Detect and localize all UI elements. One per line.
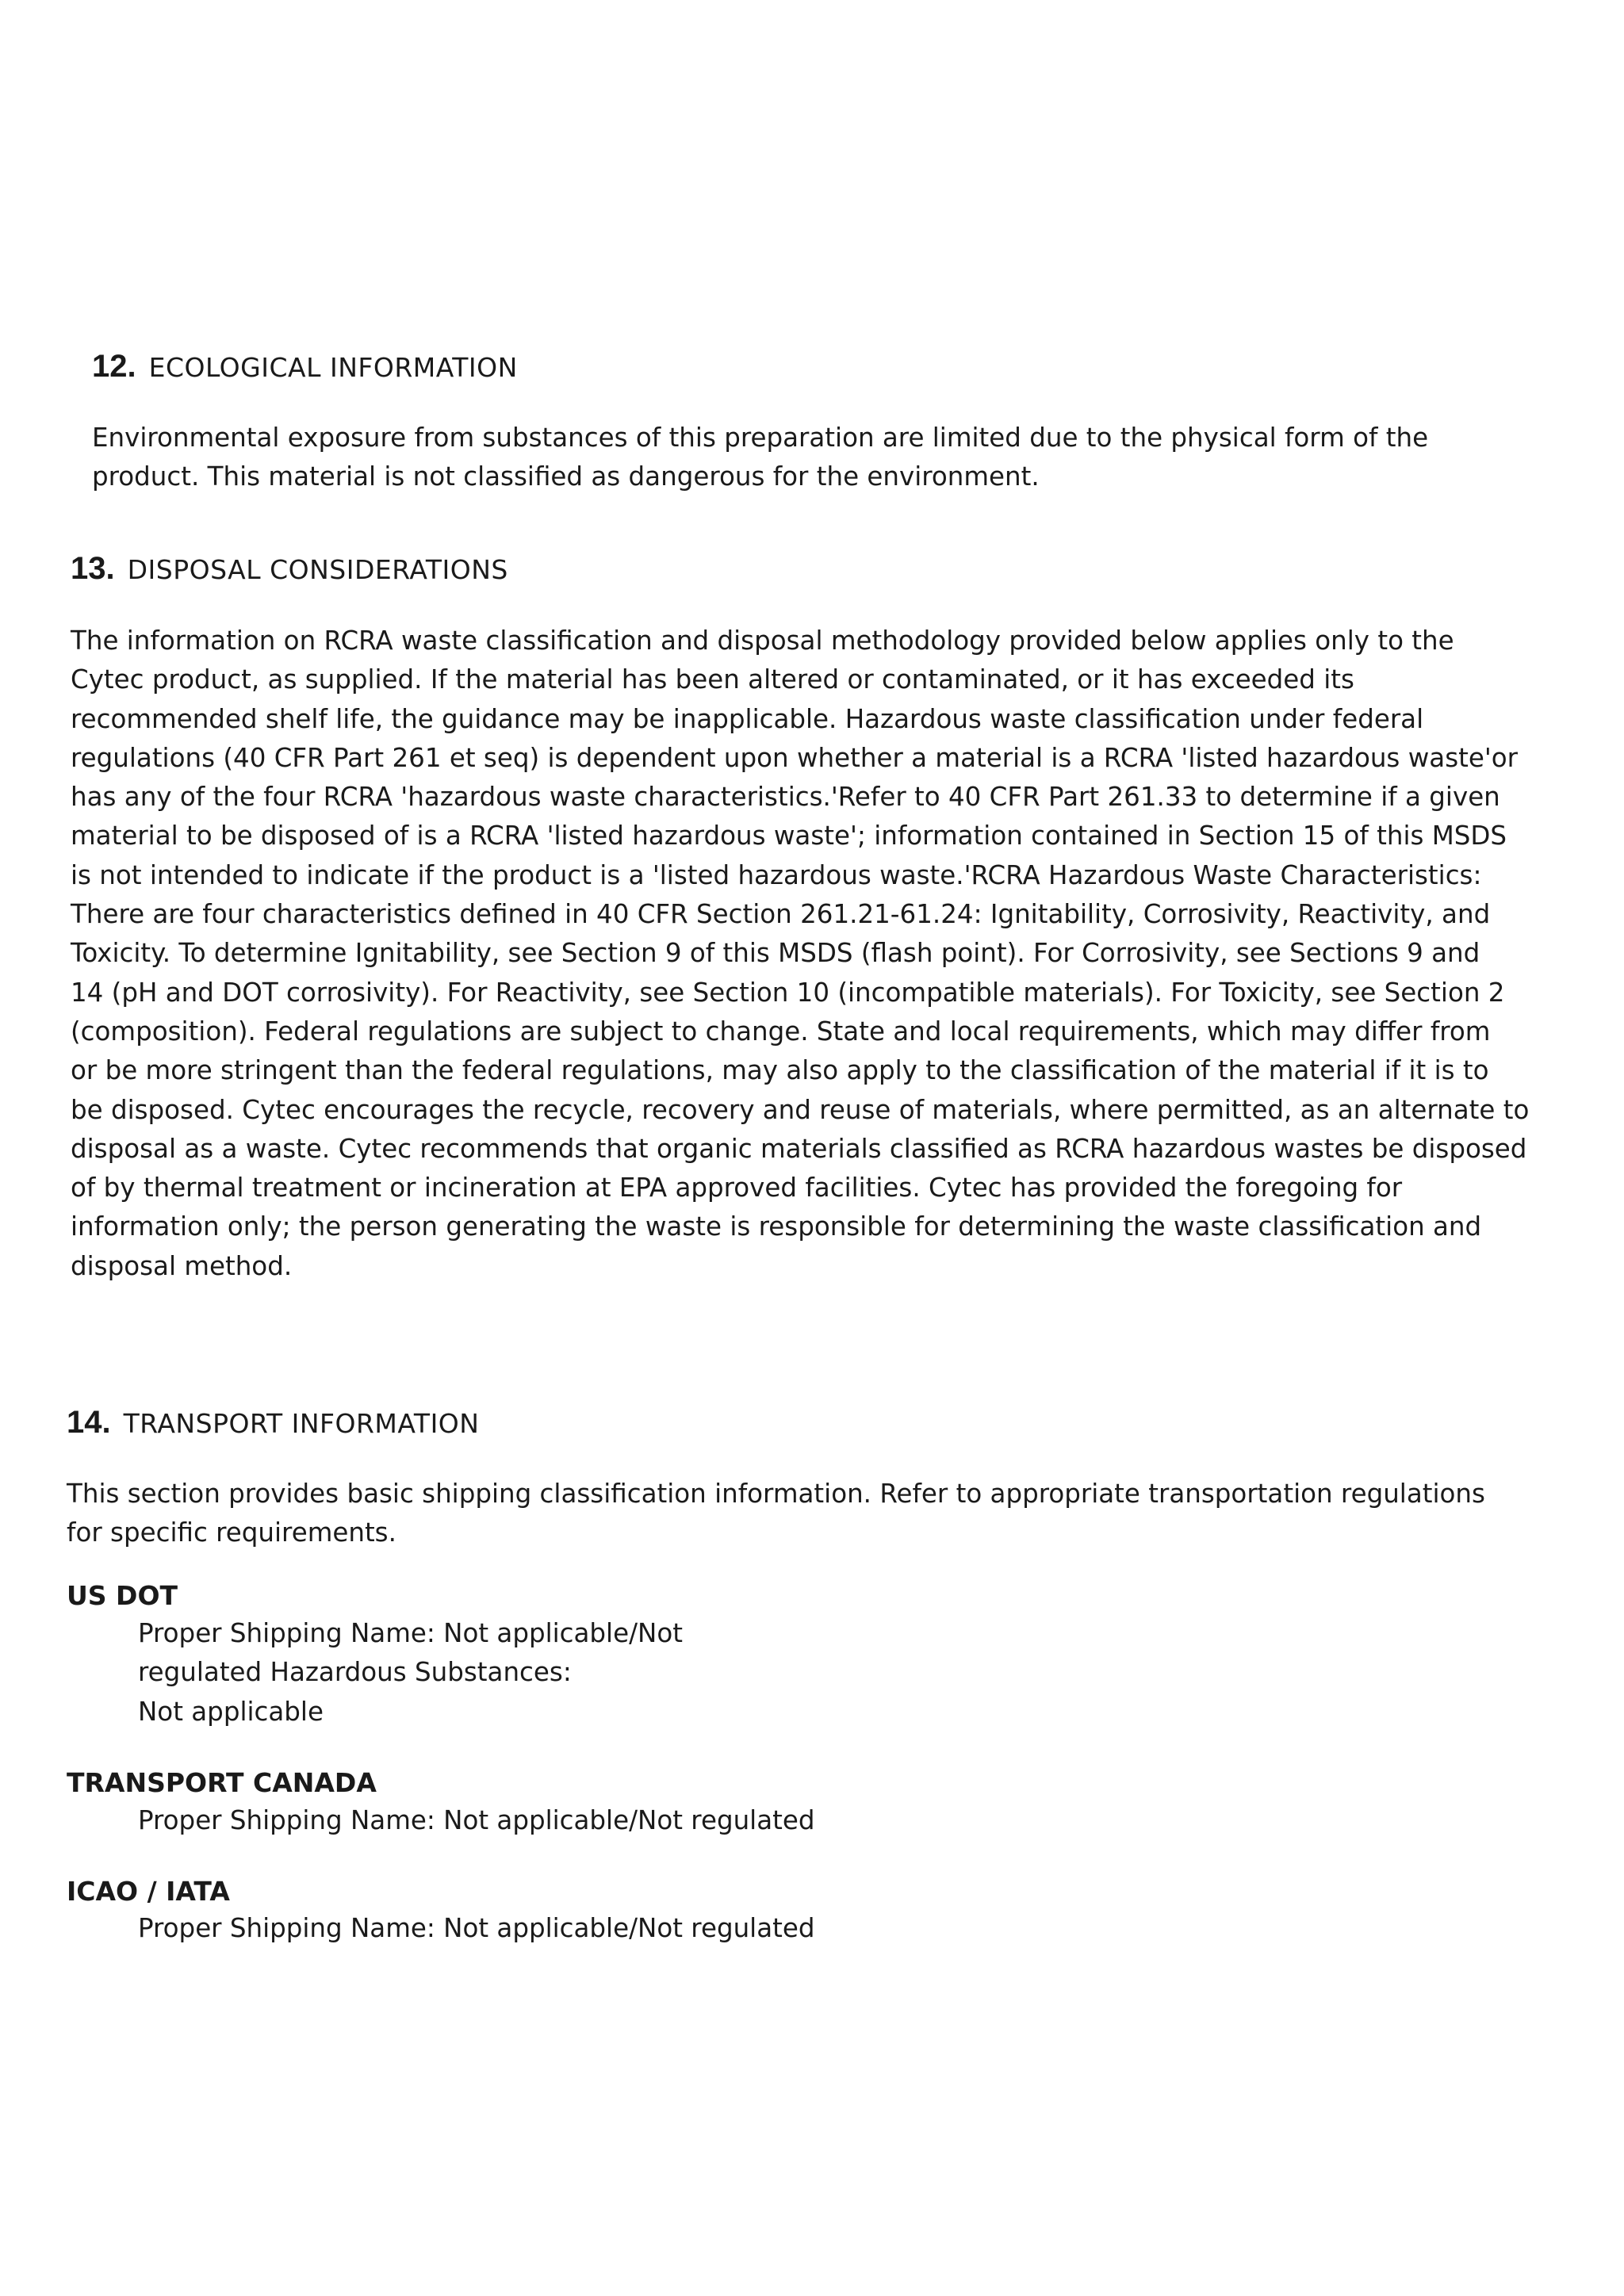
section-13-body <box>71 622 1593 1286</box>
transport-canada-line: Proper Shipping Name: Not applicable/Not regulated <box>138 1805 815 1835</box>
section-13-line: (composition). Federal regulations are subject to change. State and local requirements, which may differ from <box>71 1016 1491 1047</box>
section-13-line: There are four characteristics defined in 40 CFR Section 261.21-61.24: Ignitability, Corrosivity, Reactivity, and <box>71 899 1491 930</box>
section-13-line: material to be disposed of is a RCRA 'listed hazardous waste'; information contained in Section 15 of this MSDS <box>71 821 1507 851</box>
section-12-line: Environmental exposure from substances of this preparation are limited due to the physical form of the <box>92 423 1429 453</box>
section-14-title: TRANSPORT INFORMATION <box>123 1408 480 1439</box>
section-13-line: 14 (pH and DOT corrosivity). For Reactivity, see Section 10 (incompatible materials). For Toxicity, see Section 2 <box>71 977 1505 1008</box>
section-12-title: ECOLOGICAL INFORMATION <box>148 352 518 383</box>
section-13-line: information only; the person generating the waste is responsible for determining the waste classification and <box>71 1211 1482 1242</box>
section-13-title: DISPOSAL CONSIDERATIONS <box>127 554 508 585</box>
section-13-line: has any of the four RCRA 'hazardous waste characteristics.'Refer to 40 CFR Part 261.33 to determine if a given <box>71 782 1500 813</box>
section-12-number: 12. <box>92 349 136 384</box>
icao-iata-heading: ICAO / IATA <box>67 1876 230 1907</box>
icao-iata-line: Proper Shipping Name: Not applicable/Not regulated <box>138 1913 815 1943</box>
section-14-number: 14. <box>67 1405 111 1440</box>
section-14-line: for specific requirements. <box>67 1517 396 1548</box>
section-13-line: is not intended to indicate if the product is a 'listed hazardous waste.'RCRA Hazardous Waste Characteristics: <box>71 859 1482 890</box>
section-13-line: regulations (40 CFR Part 261 et seq) is dependent upon whether a material is a RCRA 'listed hazardous waste'or <box>71 742 1519 773</box>
section-13-line: disposal as a waste. Cytec recommends that organic materials classified as RCRA hazardous wastes be disposed <box>71 1133 1527 1164</box>
section-14-line: This section provides basic shipping classification information. Refer to appropriate transportation regulations <box>67 1479 1485 1509</box>
transport-canada-details <box>138 1801 815 1840</box>
section-12-heading <box>92 349 518 385</box>
us-dot-line: regulated Hazardous Substances: <box>138 1657 572 1688</box>
section-13-line: or be more stringent than the federal regulations, may also apply to the classification of the material if it is to <box>71 1055 1489 1086</box>
us-dot-heading: US DOT <box>67 1580 178 1611</box>
section-13-line: disposal method. <box>71 1250 293 1281</box>
section-12-line: product. This material is not classified as dangerous for the environment. <box>92 461 1040 492</box>
section-13-line: Cytec product, as supplied. If the material has been altered or contaminated, or it has exceeded its <box>71 664 1354 695</box>
section-13-number: 13. <box>71 551 115 586</box>
section-14-heading <box>67 1405 479 1441</box>
section-13-line: of by thermal treatment or incineration at EPA approved facilities. Cytec has provided the foregoing for <box>71 1173 1403 1203</box>
us-dot-line: Proper Shipping Name: Not applicable/Not <box>138 1618 683 1648</box>
icao-iata-details <box>138 1909 815 1948</box>
section-13-line: The information on RCRA waste classification and disposal methodology provided below applies only to the <box>71 626 1454 656</box>
section-14-body <box>67 1475 1589 1553</box>
transport-canada-heading: TRANSPORT CANADA <box>67 1767 377 1798</box>
section-13-heading <box>71 551 508 587</box>
us-dot-line: Not applicable <box>138 1696 324 1727</box>
section-12-body <box>92 419 1583 497</box>
us-dot-details <box>138 1614 683 1732</box>
section-13-line: Toxicity. To determine Ignitability, see Section 9 of this MSDS (flash point). For Corrosivity, see Sections 9 and <box>71 938 1480 969</box>
section-13-line: recommended shelf life, the guidance may be inapplicable. Hazardous waste classification under federal <box>71 703 1424 734</box>
section-13-line: be disposed. Cytec encourages the recycle, recovery and reuse of materials, where permitted, as an alternate to <box>71 1094 1530 1125</box>
